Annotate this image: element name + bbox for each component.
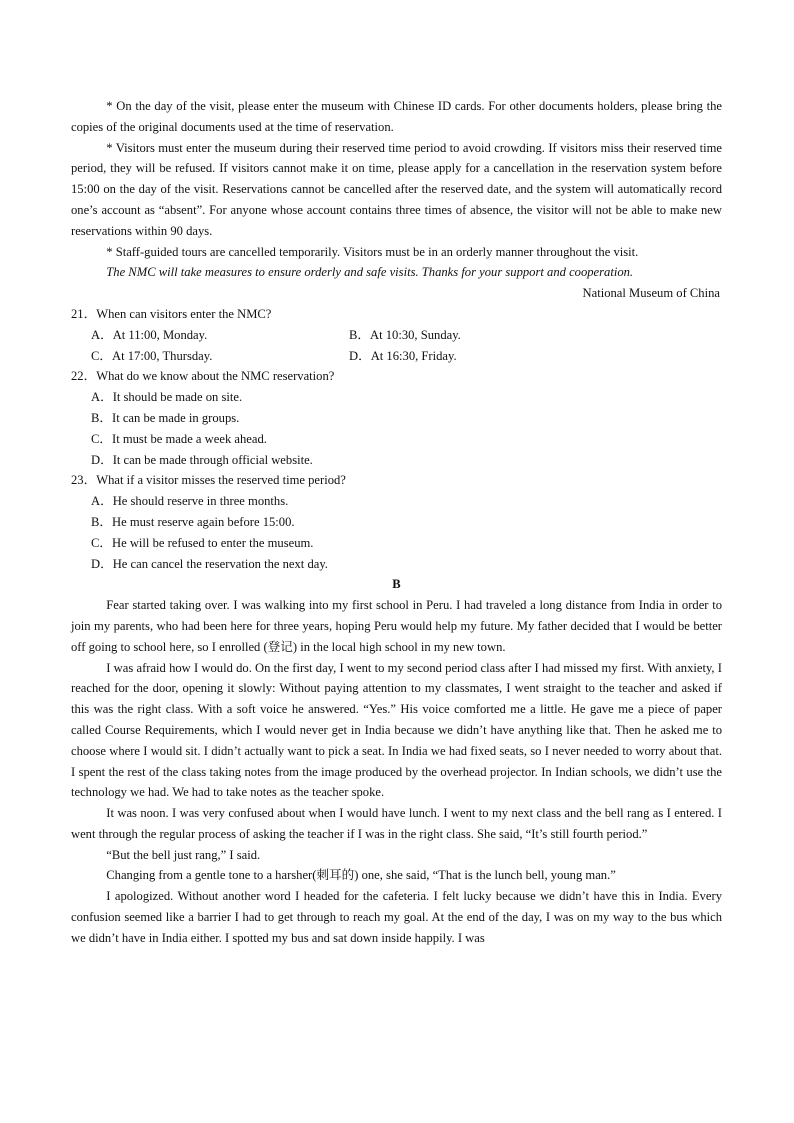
question-22-option-c: C．It must be made a week ahead. [91, 431, 267, 446]
passage-paragraph-1: Fear started taking over. I was walking into my first school in Peru. I had traveled a long distance from India in order to join my parents, who had been here for three years, hoping Peru would help my future. My father decided that I would be better off going to school here, so I enrolled (登记) in the local high school in my new town. [71, 598, 722, 654]
passage-dialog-lunch-bell: Changing from a gentle tone to a harsher(刺耳的) one, she said, “That is the lunch bell, young man.” [106, 868, 616, 883]
section-b-title: B [392, 577, 401, 592]
passage-paragraph-2: I was afraid how I would do. On the first day, I went to my second period class after I had missed my first. With anxiety, I reached for the door, opening it slowly: Without paying attention to my classmates, I went straight to the teacher and asked if this was the right class. With a soft voice he answered. “Yes.” His voice comforted me a little. He gave me a piece of paper called Course Requirements, which I would never get in India because we didn’t have anything like that. Then he asked me to choose where I would sit. I didn’t actually want to pick a seat. In India we had fixed seats, so I never needed to worry about that. I spent the rest of the class taking notes from the image produced by the overhead projector. In Indian schools, we didn’t use the technology we had. We had to take notes as the teacher spoke. [71, 660, 722, 800]
question-21-option-b: B．At 10:30, Sunday. [349, 327, 461, 342]
notice-paragraph-id-cards: * On the day of the visit, please enter the museum with Chinese ID cards. For other documents holders, please bring the copies of the original documents used at the time of reservation. [71, 99, 722, 134]
question-21-options [71, 325, 722, 367]
question-21-option-a: A．At 11:00, Monday. [91, 327, 208, 342]
question-23-option-b: B．He must reserve again before 15:00. [91, 514, 295, 529]
question-21-stem: 21．When can visitors enter the NMC? [71, 306, 272, 321]
question-23-stem: 23．What if a visitor misses the reserved time period? [71, 473, 346, 488]
question-22-option-b: B．It can be made in groups. [91, 410, 240, 425]
question-23-option-a: A．He should reserve in three months. [91, 494, 289, 509]
question-21-option-d: D．At 16:30, Friday. [349, 348, 457, 363]
passage-dialog-bell: “But the bell just rang,” I said. [106, 847, 261, 862]
question-22-option-a: A．It should be made on site. [91, 390, 243, 405]
passage-paragraph-3: It was noon. I was very confused about when I would have lunch. I went to my next class and the bell rang as I entered. I went through the regular process of asking the teacher if I was in the right class. She said, “It’s still fourth period.” [71, 806, 722, 841]
notice-paragraph-reserved-time: * Visitors must enter the museum during their reserved time period to avoid crowding. If visitors miss their reserved time period, they will be refused. If visitors cannot make it on time, please apply for a cancellation in the reservation system before 15:00 on the day of the visit. Reservations cannot be cancelled after the reserved date, and the system will automatically record one’s account as “absent”. For anyone whose account contains three times of absence, the visitor will not be able to make new reservations within 90 days. [71, 140, 722, 238]
passage-paragraph-6: I apologized. Without another word I headed for the cafeteria. I felt lucky because we didn’t have this in India. Every confusion seemed like a barrier I had to get through to reach my goal. At the end of the day, I was on my way to the bus which we didn’t have in India either. I spotted my bus and sat down inside happily. I was [71, 889, 722, 945]
exam-page [71, 96, 722, 949]
notice-closing: The NMC will take measures to ensure orderly and safe visits. Thanks for your support and cooperation. [106, 265, 634, 280]
question-23-option-d: D．He can cancel the reservation the next day. [91, 556, 328, 571]
notice-signature: National Museum of China [582, 286, 720, 301]
question-22-stem: 22．What do we know about the NMC reservation? [71, 369, 335, 384]
question-21-option-c: C．At 17:00, Thursday. [91, 348, 213, 363]
notice-paragraph-tours: * Staff-guided tours are cancelled temporarily. Visitors must be in an orderly manner throughout the visit. [106, 244, 639, 259]
question-23-option-c: C．He will be refused to enter the museum. [91, 535, 314, 550]
question-22-option-d: D．It can be made through official website. [91, 452, 313, 467]
